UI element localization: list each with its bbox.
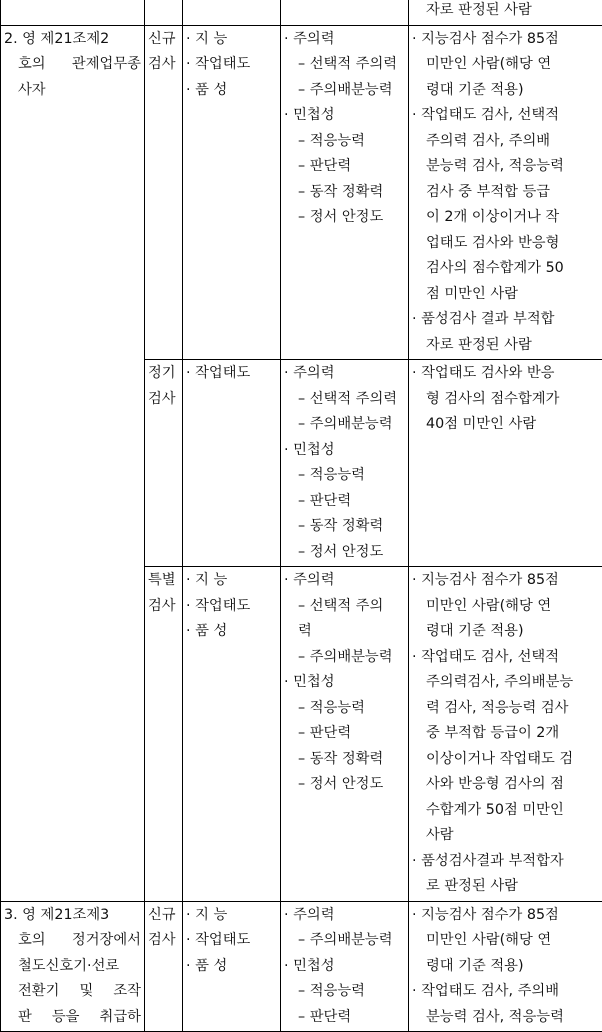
- test-item: · 지 능: [186, 568, 277, 594]
- criteria-line: 수합계가 50점 미만인: [412, 798, 599, 824]
- test-item: · 지 능: [186, 903, 277, 929]
- table-row: [1, 25, 602, 360]
- test-type-label: 신규: [148, 903, 179, 929]
- test-detail: – 적응능력: [284, 129, 405, 155]
- category-line: 호의 정거장에서: [4, 928, 141, 954]
- table-row: [1, 901, 602, 1032]
- continued-details-cell: [281, 0, 409, 25]
- category-cell: [1, 25, 145, 901]
- test-detail: · 주의력: [284, 361, 405, 387]
- test-type-cell: [145, 901, 183, 1032]
- test-detail: · 민첩성: [284, 670, 405, 696]
- test-detail: – 주의배분능력: [284, 78, 405, 104]
- criteria-line: 이 2개 이상이거나 작: [412, 205, 599, 231]
- test-detail: · 민첩성: [284, 438, 405, 464]
- test-type-cell: [145, 567, 183, 902]
- test-detail: – 선택적 주의력: [284, 387, 405, 413]
- criteria-line: · 품성검사 결과 부적합: [412, 307, 599, 333]
- test-item: · 지 능: [186, 27, 277, 53]
- test-detail: – 판단력: [284, 489, 405, 515]
- category-line: 사자: [4, 78, 141, 104]
- criteria-line: · 작업태도 검사, 주의배: [412, 979, 599, 1005]
- test-detail: · 민첩성: [284, 103, 405, 129]
- criteria-line: 사와 반응형 검사의 점: [412, 772, 599, 798]
- test-details-cell: [281, 567, 409, 902]
- test-detail: · 주의력: [284, 27, 405, 53]
- criteria-line: · 지능검사 점수가 85점: [412, 568, 599, 594]
- criteria-line: 검사의 점수합계가 50: [412, 256, 599, 282]
- criteria-line: · 지능검사 점수가 85점: [412, 27, 599, 53]
- criteria-line: 령대 기준 적용): [412, 78, 599, 104]
- category-line: 철도신호기·선로: [4, 954, 141, 980]
- criteria-line: 검사 중 부적합 등급: [412, 180, 599, 206]
- test-detail: – 정서 안정도: [284, 772, 405, 798]
- test-item: · 작업태도: [186, 52, 277, 78]
- criteria-line: 사람: [412, 823, 599, 849]
- test-detail: – 판단력: [284, 1005, 405, 1031]
- criteria-line: 력 검사, 적응능력 검사: [412, 696, 599, 722]
- test-type-label: 검사: [148, 594, 179, 620]
- criteria-cell: [409, 25, 602, 360]
- test-details-cell: [281, 901, 409, 1032]
- criteria-line: 이상이거나 작업태도 검: [412, 747, 599, 773]
- criteria-line: 분능력 검사, 적응능력: [412, 1005, 599, 1031]
- test-detail: – 선택적 주의력: [284, 52, 405, 78]
- criteria-line: 중 부적합 등급이 2개: [412, 721, 599, 747]
- criteria-cell: [409, 360, 602, 567]
- test-detail: · 민첩성: [284, 954, 405, 980]
- table-row: [1, 0, 602, 25]
- test-detail: – 적응능력: [284, 979, 405, 1005]
- test-type-cell: [145, 25, 183, 360]
- test-detail: – 판단력: [284, 154, 405, 180]
- test-type-label: 정기: [148, 361, 179, 387]
- test-items-cell: [183, 567, 281, 902]
- continued-items-cell: [183, 0, 281, 25]
- criteria-line: 자로 판정된 사람: [412, 333, 599, 359]
- criteria-line: · 품성검사결과 부적합자: [412, 849, 599, 875]
- test-detail: – 정서 안정도: [284, 540, 405, 566]
- test-type-label: 검사: [148, 928, 179, 954]
- test-type-label: 검사: [148, 387, 179, 413]
- criteria-line: 분능력 검사, 적응능력: [412, 154, 599, 180]
- category-line: 3. 영 제21조제3: [4, 903, 141, 929]
- test-detail: – 판단력: [284, 721, 405, 747]
- test-item: · 품 성: [186, 954, 277, 980]
- test-detail: – 적응능력: [284, 463, 405, 489]
- test-type-label: 신규: [148, 27, 179, 53]
- criteria-line: 주의력검사, 주의배분능: [412, 670, 599, 696]
- category-line: 호의 관제업무종: [4, 52, 141, 78]
- criteria-line: 업태도 검사와 반응형: [412, 231, 599, 257]
- category-cell: [1, 901, 145, 1032]
- test-detail: – 동작 정확력: [284, 747, 405, 773]
- criteria-cell: [409, 901, 602, 1032]
- test-detail: – 주의배분능력: [284, 928, 405, 954]
- test-details-cell: [281, 360, 409, 567]
- test-items-cell: [183, 360, 281, 567]
- test-item: · 품 성: [186, 619, 277, 645]
- criteria-line: 령대 기준 적용): [412, 619, 599, 645]
- criteria-line: · 작업태도 검사, 선택적: [412, 103, 599, 129]
- test-item: · 작업태도: [186, 361, 277, 387]
- test-detail: – 정서 안정도: [284, 205, 405, 231]
- criteria-line: 형 검사의 점수합계가: [412, 387, 599, 413]
- criteria-line: 주의력 검사, 주의배: [412, 129, 599, 155]
- test-items-cell: [183, 901, 281, 1032]
- criteria-line: 령대 기준 적용): [412, 954, 599, 980]
- test-detail: · 주의력: [284, 568, 405, 594]
- criteria-line: · 작업태도 검사와 반응: [412, 361, 599, 387]
- criteria-line: 40점 미만인 사람: [412, 412, 599, 438]
- test-detail: – 적응능력: [284, 696, 405, 722]
- test-detail: 력: [284, 619, 405, 645]
- test-item: · 작업태도: [186, 928, 277, 954]
- test-detail: – 동작 정확력: [284, 180, 405, 206]
- criteria-line: · 작업태도 검사, 선택적: [412, 645, 599, 671]
- criteria-line: 점 미만인 사람: [412, 282, 599, 308]
- test-type-label: 특별: [148, 568, 179, 594]
- test-type-cell: [145, 360, 183, 567]
- test-detail: – 주의배분능력: [284, 412, 405, 438]
- test-detail: – 주의배분능력: [284, 645, 405, 671]
- criteria-line: 미만인 사람(해당 연: [412, 928, 599, 954]
- criteria-line: 자로 판정된 사람: [412, 0, 599, 24]
- test-item: · 품 성: [186, 78, 277, 104]
- continued-criteria-cell: [409, 0, 602, 25]
- continued-test-type-cell: [145, 0, 183, 25]
- continued-category-cell: [1, 0, 145, 25]
- criteria-line: 로 판정된 사람: [412, 874, 599, 900]
- table-body: [1, 0, 602, 1032]
- test-detail: – 동작 정확력: [284, 514, 405, 540]
- criteria-line: 미만인 사람(해당 연: [412, 52, 599, 78]
- criteria-cell: [409, 567, 602, 902]
- criteria-line: 미만인 사람(해당 연: [412, 594, 599, 620]
- test-detail: – 선택적 주의: [284, 594, 405, 620]
- criteria-line: · 지능검사 점수가 85점: [412, 903, 599, 929]
- category-line: 판 등을 취급하: [4, 1005, 141, 1031]
- category-line: 2. 영 제21조제2: [4, 27, 141, 53]
- category-line: 전환기 및 조작: [4, 979, 141, 1005]
- test-items-cell: [183, 25, 281, 360]
- test-item: · 작업태도: [186, 594, 277, 620]
- test-type-label: 검사: [148, 52, 179, 78]
- test-detail: · 주의력: [284, 903, 405, 929]
- test-details-cell: [281, 25, 409, 360]
